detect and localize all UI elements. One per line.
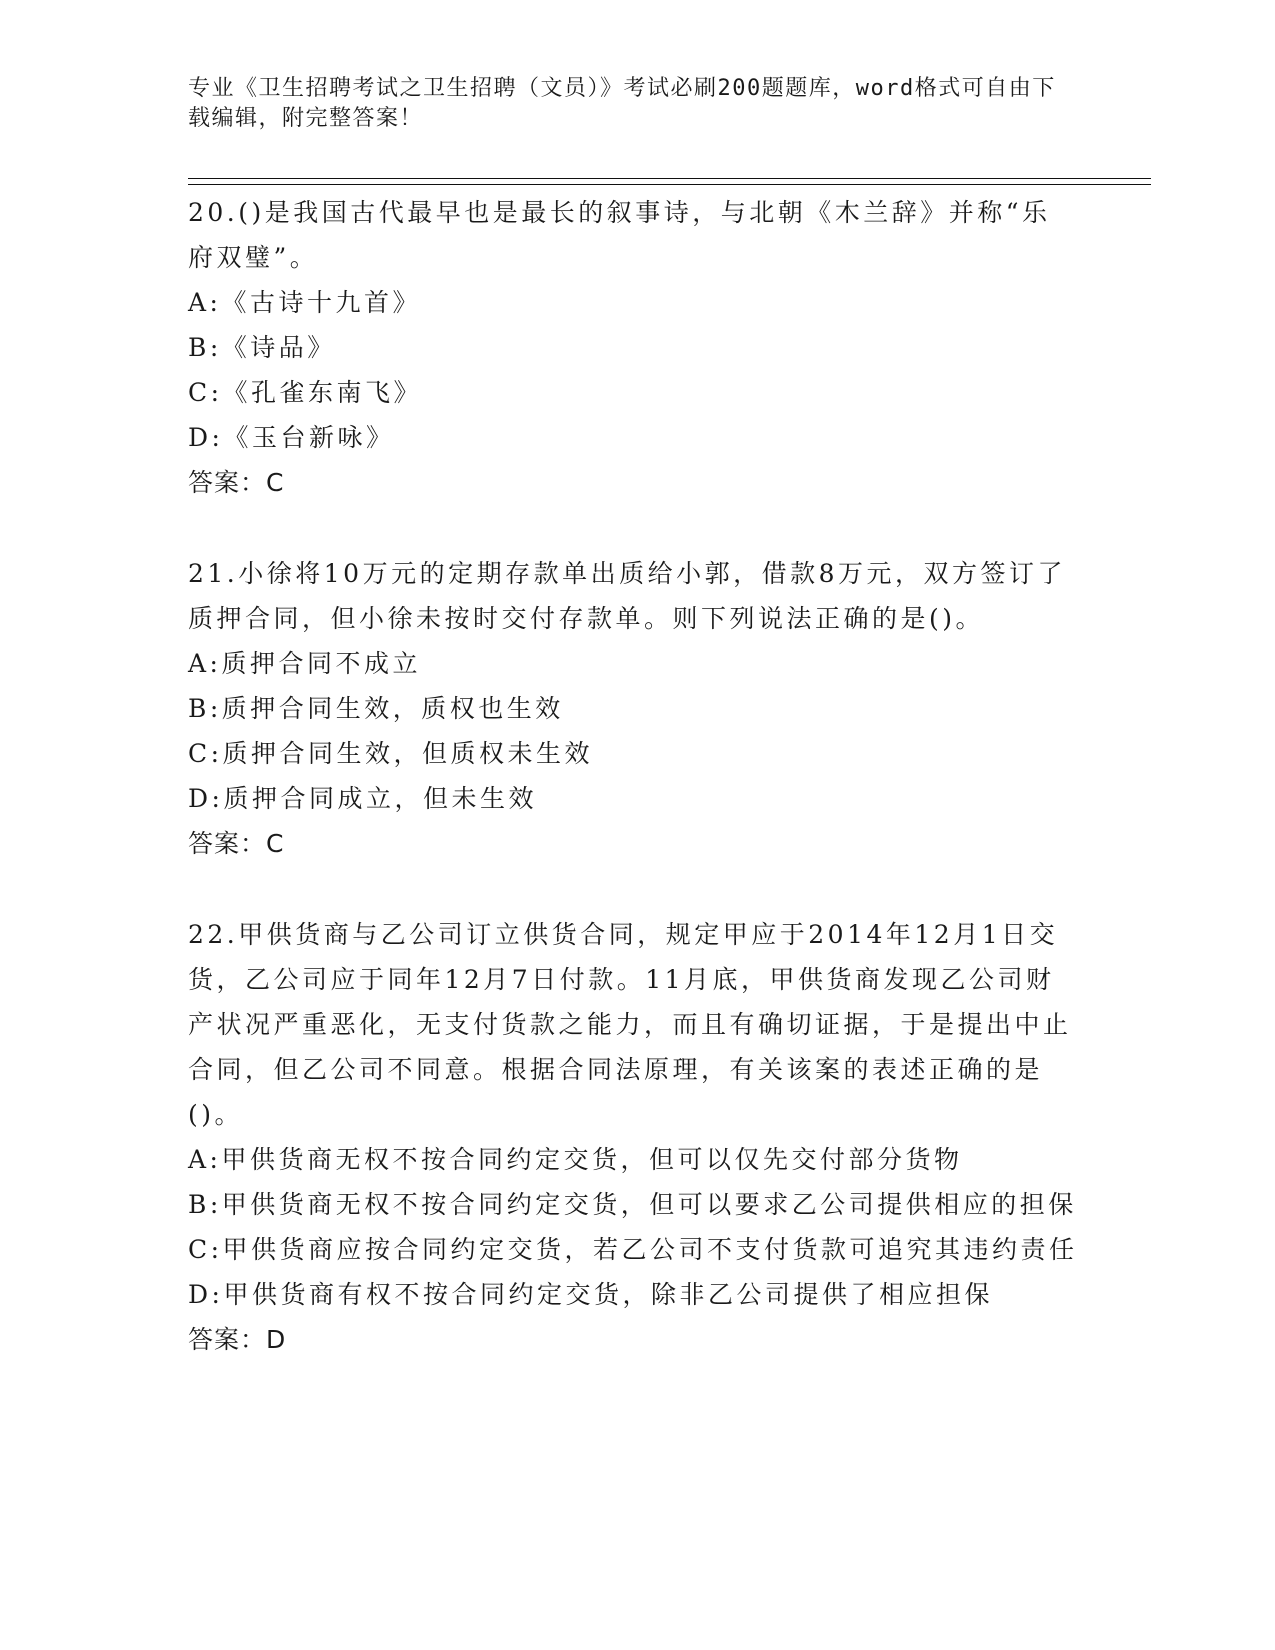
option-d: D:质押合同成立，但未生效 [188,784,537,813]
option-b: B:《诗品》 [188,333,336,362]
question-text: 22.甲供货商与乙公司订立供货合同，规定甲应于2014年12月1日交货，乙公司应于同年12月7日付款。11月底，甲供货商发现乙公司财产状况严重恶化，无支付货款之能力，而且有确切证据，于是提出中止合同，但乙公司不同意。根据合同法原理，有关该案的表述正确的是()。 [188,920,1072,1129]
document-header [188,74,1068,134]
question-21 [188,551,1078,866]
option-c: C:质押合同生效，但质权未生效 [188,739,594,768]
question-list [188,190,1078,1408]
answer: 答案：D [188,1325,287,1354]
option-b: B:甲供货商无权不按合同约定交货，但可以要求乙公司提供相应的担保 [188,1190,1077,1219]
option-d: D:甲供货商有权不按合同约定交货，除非乙公司提供了相应担保 [188,1280,993,1309]
header-rule-top [188,178,1151,179]
question-22 [188,912,1078,1362]
question-20 [188,190,1078,505]
option-b: B:质押合同生效，质权也生效 [188,694,564,723]
answer: 答案：C [188,468,285,497]
answer: 答案：C [188,829,285,858]
option-a: A:质押合同不成立 [188,649,421,678]
option-c: C:甲供货商应按合同约定交货，若乙公司不支付货款可追究其违约责任 [188,1235,1078,1264]
option-a: A:甲供货商无权不按合同约定交货，但可以仅先交付部分货物 [188,1145,963,1174]
option-a: A:《古诗十九首》 [188,288,421,317]
header-title: 专业《卫生招聘考试之卫生招聘（文员）》考试必刷200题题库，word格式可自由下载编辑，附完整答案！ [188,76,1056,131]
question-text: 21.小徐将10万元的定期存款单出质给小郭，借款8万元，双方签订了质押合同，但小徐未按时交付存款单。则下列说法正确的是()。 [188,559,1066,633]
header-rule-bottom [188,184,1151,185]
question-text: 20.()是我国古代最早也是最长的叙事诗，与北朝《木兰辞》并称“乐府双璧”。 [188,198,1051,272]
option-c: C:《孔雀东南飞》 [188,378,423,407]
option-d: D:《玉台新咏》 [188,423,395,452]
